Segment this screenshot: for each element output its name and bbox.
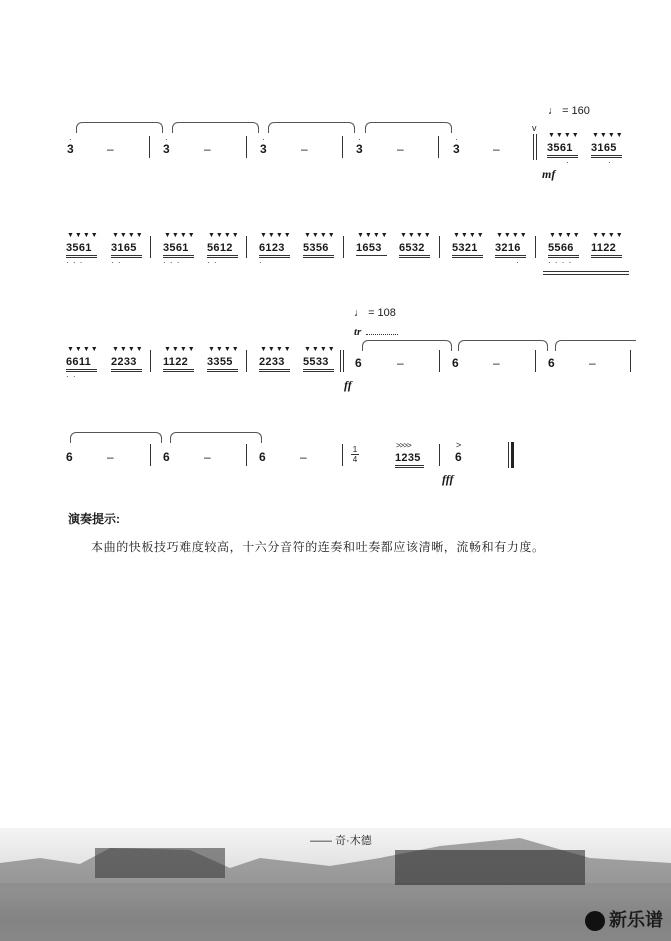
sixteenth-group: 1122 [591,242,617,254]
sixteenth-group: 1235 [395,452,421,464]
sixteenth-group: 3561 [163,242,189,254]
slur [170,432,262,443]
underline [591,155,622,156]
barline [533,134,534,160]
tempo-mark: ♩ = 160 [548,105,590,117]
slur [555,340,636,351]
trill-mark: tr [354,326,362,338]
barline [536,134,537,160]
high-octave-dot: · [69,135,73,144]
sixteenth-group: 6611 [66,356,92,368]
dash: – [301,142,308,156]
dash: – [397,142,404,156]
note: 6 [259,450,266,464]
accent-marks: ▼▼▼▼ [548,132,580,139]
note: 6 [548,356,555,370]
sixteenth-group: 6123 [259,242,285,254]
bow-mark: v [532,123,537,133]
sixteenth-group: 3355 [207,356,233,368]
dash: – [493,142,500,156]
footer-title: —— 奇·木德 [310,835,372,847]
accent-marks: >>>> [396,441,411,450]
note: 6 [163,450,170,464]
dash: – [300,450,307,464]
sixteenth-group: 1653 [356,242,382,254]
dash: – [204,142,211,156]
note: 3 [163,142,170,156]
sixteenth-group: 3165 [111,242,137,254]
sixteenth-group: 5533 [303,356,329,368]
note: 6 [355,356,362,370]
sixteenth-group: 5612 [207,242,233,254]
sixteenth-group: 6532 [399,242,425,254]
low-octave-dot: · [608,158,612,167]
time-signature: 1 4 [352,445,358,464]
barline [438,136,439,158]
dash: – [493,356,500,370]
note: 6 [455,450,462,464]
accent-mark: > [456,440,462,450]
note: 6 [66,450,73,464]
low-octave-dot: · [566,158,570,167]
sixteenth-group: 1122 [163,356,189,368]
sixteenth-group: 3165 [591,142,617,154]
note: 3 [260,142,267,156]
barline [149,136,150,158]
disc-icon [585,911,605,931]
sixteenth-group: 3561 [66,242,92,254]
high-octave-dot: · [262,135,266,144]
dynamic-mf: mf [542,167,556,181]
note: 3 [356,142,363,156]
sixteenth-group: 5566 [548,242,574,254]
high-octave-dot: · [165,135,169,144]
dash: – [107,142,114,156]
high-octave-dot: · [455,135,459,144]
dynamic-fff: fff [442,472,454,486]
sixteenth-group: 2233 [259,356,285,368]
site-logo: 新乐谱 [585,906,663,932]
note: 6 [452,356,459,370]
dynamic-ff: ff [344,378,352,392]
sixteenth-group: 2233 [111,356,137,368]
barline [246,136,247,158]
hint-body: 本曲的快板技巧难度较高，十六分音符的连奏和吐奏都应该清晰，流畅和有力度。 [91,540,545,554]
slur [365,122,452,133]
sixteenth-group: 3216 [495,242,521,254]
tempo-mark: ♩ = 108 [354,307,396,319]
dash: – [107,450,114,464]
note: 3 [67,142,74,156]
underline [591,157,622,158]
underline [547,155,578,156]
sixteenth-group: 5321 [452,242,478,254]
dash: – [589,356,596,370]
sixteenth-group: 5356 [303,242,329,254]
accent-marks: ▼▼▼▼ [592,132,624,139]
hint-title: 演奏提示: [68,512,120,526]
barline [342,136,343,158]
slur [70,432,162,443]
underline [547,157,578,158]
dash: – [204,450,211,464]
slur [76,122,163,133]
slur [268,122,355,133]
dash: – [397,356,404,370]
note: 3 [453,142,460,156]
sixteenth-group: 3561 [547,142,573,154]
high-octave-dot: · [358,135,362,144]
slur [172,122,259,133]
